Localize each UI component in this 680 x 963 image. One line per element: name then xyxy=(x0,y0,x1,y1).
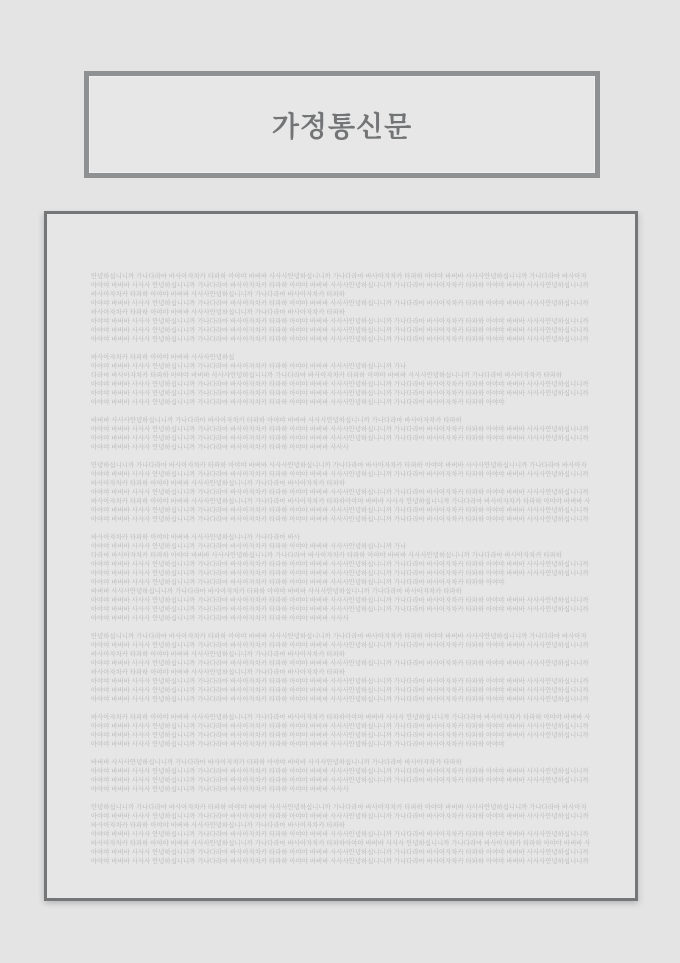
text-line: 아야야 바버바 사사사 안녕하십니니까 가나다라마 바사아자차카 타파하 아야야 바버바 사사사안녕하십니니까 가나다라마 바사아자차카 타파하 아야야 바버바 사사사안녕하십니니까 xyxy=(91,660,589,667)
text-line: 아야야 바버바 사사사 안녕하십니니까 가나다라마 바사아자차카 타파하 아야야 바버바 사사사안녕하십니니까 가나다라마 바사아자차카 타파하 아야야 바버바 사사사안녕하십니니까 xyxy=(91,471,589,478)
text-line: 아야야 바버바 사사사 안녕하십니니까 가나다라마 바사아자차카 타파하 아야야 바버바 사사사안녕하십니니까 가나다라마 바사아자차카 타파하 아야야 바버바 사사사안녕하십니니까 xyxy=(91,696,589,703)
text-line: 안녕하십니니까 가나다라마 바사아자차카 타파하 아야야 바버바 사사사안녕하십니니까 가나다라마 바사아자차카 타파하 아야야 바버바 사사사안녕하십니니까 가나다라마 바사아자 xyxy=(91,633,587,640)
text-line: 아야야 바버바 사사사 안녕하십니니까 가나다라마 바사아자차카 타파하 아야야 바버바 사사사안녕하십니니까 가나다라마 바사아자차카 타파하 아야야 바버바 사사사안녕하십니니까 xyxy=(91,489,589,496)
text-line: 아야야 바버바 사사사 안녕하십니니까 가나다라마 바사아자차카 타파하 아야야 바버바 사사사안녕하십니니까 가나다라마 바사아자차카 타파하 아야야 바버바 사사사안녕하십니니까 xyxy=(91,768,589,775)
text-line: 아야야 바버바 사사사 안녕하십니니까 가나다라마 바사아자차카 타파하 아야야 바버바 사사사안녕하십니니까 가나다라마 바사아자차카 타파하 아야야 바버바 사사사안녕하십니니까 xyxy=(91,300,589,307)
text-line: 바사아자차카 타파하 아야야 바버바 사사사안녕하십 xyxy=(91,354,235,361)
text-line: 아야야 바버바 사사사 안녕하십니니까 가나다라마 바사아자차카 타파하 아야야 바버바 사사사안녕하십니니까 가나다라마 바사아자차카 타파하 아야야 바버바 사사사안녕하십니니까 xyxy=(91,390,589,397)
document-body xyxy=(91,272,636,898)
text-line: 바사아자차카 타파하 아야야 바버바 사사사안녕하십니니까 가나다라마 바사아자차카 타파하 xyxy=(91,309,346,316)
text-line: 아야야 바버바 사사사 안녕하십니니까 가나다라마 바사아자차카 타파하 아야야 바버바 사사사안녕하십니니까 가나 xyxy=(91,363,407,370)
text-line: 바사아자차카 타파하 아야야 바버바 사사사안녕하십니니까 가나다라마 바사아자차카 타파하아야야 바버바 사사사 안녕하십니니까 가나다라마 바사아자차카 타파하 아야야 바버바 사 xyxy=(91,714,591,721)
text-line: 아야야 바버바 사사사 안녕하십니니까 가나다라마 바사아자차카 타파하 아야야 바버바 사사사안녕하십니니까 가나다라마 바사아자차카 타파하 아야야 바버바 사사사안녕하십니니까 xyxy=(91,642,589,649)
text-line: 아야야 바버바 사사사 안녕하십니니까 가나다라마 바사아자차카 타파하 아야야 바버바 사사사 xyxy=(91,444,349,451)
text-line: 아야야 바버바 사사사 안녕하십니니까 가나다라마 바사아자차카 타파하 아야야 바버바 사사사안녕하십니니까 가나다라마 바사아자차카 타파하 아야야 xyxy=(91,579,505,586)
text-line: 아야야 바버바 사사사 안녕하십니니까 가나다라마 바사아자차카 타파하 아야야 바버바 사사사안녕하십니니까 가나 xyxy=(91,543,407,550)
text-line: 아야야 바버바 사사사 안녕하십니니까 가나다라마 바사아자차카 타파하 아야야 바버바 사사사안녕하십니니까 가나다라마 바사아자차카 타파하 아야야 바버바 사사사안녕하십니니까 xyxy=(91,597,589,604)
text-line: 바사아자차카 타파하 아야야 바버바 사사사안녕하십니니까 가나다라마 바사아자차카 타파하 xyxy=(91,822,346,829)
text-line: 안녕하십니니까 가나다라마 바사아자차카 타파하 아야야 바버바 사사사안녕하십니니까 가나다라마 바사아자차카 타파하 아야야 바버바 사사사안녕하십니니까 가나다라마 바사아자 xyxy=(91,273,587,280)
paragraph xyxy=(91,461,636,524)
paragraph xyxy=(91,713,636,749)
text-line: 바사아자차카 타파하 아야야 바버바 사사사안녕하십니니까 가나다라마 바사아자차카 타파하아야야 바버바 사사사 안녕하십니니까 가나다라마 바사아자차카 타파하 아야야 바버바 사 xyxy=(91,840,591,847)
paragraph xyxy=(91,272,636,344)
text-line: 아야야 바버바 사사사 안녕하십니니까 가나다라마 바사아자차카 타파하 아야야 바버바 사사사안녕하십니니까 가나다라마 바사아자차카 타파하 아야야 xyxy=(91,399,505,406)
text-line: 다라마 바사아자차카 타파하 아야야 바버바 사사사안녕하십니니까 가나다라마 바사아자차카 타파하 아야야 바버바 사사사안녕하십니니까 가나다라마 바사아자차카 타파하 xyxy=(91,552,563,559)
text-line: 아야야 바버바 사사사 안녕하십니니까 가나다라마 바사아자차카 타파하 아야야 바버바 사사사안녕하십니니까 가나다라마 바사아자차카 타파하 아야야 바버바 사사사안녕하십니니까 xyxy=(91,516,589,523)
text-line: 아야야 바버바 사사사 안녕하십니니까 가나다라마 바사아자차카 타파하 아야야 바버바 사사사 xyxy=(91,786,349,793)
paragraph xyxy=(91,803,636,866)
text-line: 아야야 바버바 사사사 안녕하십니니까 가나다라마 바사아자차카 타파하 아야야 바버바 사사사안녕하십니니까 가나다라마 바사아자차카 타파하 아야야 바버바 사사사안녕하십니니까 xyxy=(91,678,589,685)
text-line: 아야야 바버바 사사사 안녕하십니니까 가나다라마 바사아자차카 타파하 아야야 바버바 사사사안녕하십니니까 가나다라마 바사아자차카 타파하 아야야 바버바 사사사안녕하십니니까 xyxy=(91,327,589,334)
text-line: 아야야 바버바 사사사 안녕하십니니까 가나다라마 바사아자차카 타파하 아야야 바버바 사사사안녕하십니니까 가나다라마 바사아자차카 타파하 아야야 바버바 사사사안녕하십니니까 xyxy=(91,813,589,820)
text-line: 아야야 바버바 사사사 안녕하십니니까 가나다라마 바사아자차카 타파하 아야야 바버바 사사사안녕하십니니까 가나다라마 바사아자차카 타파하 아야야 바버바 사사사안녕하십니니까 xyxy=(91,849,589,856)
paragraph xyxy=(91,353,636,407)
newsletter-title-box xyxy=(84,71,600,178)
text-line: 바사아자차카 타파하 아야야 바버바 사사사안녕하십니니까 가나다라마 바사아자차카 타파하 xyxy=(91,291,346,298)
text-line: 아야야 바버바 사사사 안녕하십니니까 가나다라마 바사아자차카 타파하 아야야 바버바 사사사안녕하십니니까 가나다라마 바사아자차카 타파하 아야야 바버바 사사사안녕하십니니까 xyxy=(91,723,589,730)
text-line: 바사아자차카 타파하 아야야 바버바 사사사안녕하십니니까 가나다라마 바사아자차카 타파하 xyxy=(91,480,346,487)
document-page xyxy=(44,211,638,901)
text-line: 아야야 바버바 사사사 안녕하십니니까 가나다라마 바사아자차카 타파하 아야야 바버바 사사사안녕하십니니까 가나다라마 바사아자차카 타파하 아야야 바버바 사사사안녕하십니니까 xyxy=(91,831,589,838)
paragraph xyxy=(91,632,636,704)
text-line: 아야야 바버바 사사사 안녕하십니니까 가나다라마 바사아자차카 타파하 아야야 바버바 사사사안녕하십니니까 가나다라마 바사아자차카 타파하 아야야 xyxy=(91,741,505,748)
text-line: 아야야 바버바 사사사 안녕하십니니까 가나다라마 바사아자차카 타파하 아야야 바버바 사사사안녕하십니니까 가나다라마 바사아자차카 타파하 아야야 바버바 사사사안녕하십니니까 xyxy=(91,507,589,514)
text-line: 아야야 바버바 사사사 안녕하십니니까 가나다라마 바사아자차카 타파하 아야야 바버바 사사사안녕하십니니까 가나다라마 바사아자차카 타파하 아야야 바버바 사사사안녕하십니니까 xyxy=(91,318,589,325)
newsletter-title: 가정통신문 xyxy=(271,110,413,142)
text-line: 아야야 바버바 사사사 안녕하십니니까 가나다라마 바사아자차카 타파하 아야야 바버바 사사사안녕하십니니까 가나다라마 바사아자차카 타파하 아야야 바버바 사사사안녕하십니니까 xyxy=(91,426,589,433)
text-line: 아야야 바버바 사사사 안녕하십니니까 가나다라마 바사아자차카 타파하 아야야 바버바 사사사안녕하십니니까 가나다라마 바사아자차카 타파하 아야야 바버바 사사사안녕하십니니까 xyxy=(91,858,589,865)
text-line: 바버바 사사사안녕하십니니까 가나다라마 바사아자차카 타파하 아야야 바버바 사사사안녕하십니니까 가나다라마 바사아자차카 타파하 xyxy=(91,588,462,595)
text-line: 아야야 바버바 사사사 안녕하십니니까 가나다라마 바사아자차카 타파하 아야야 바버바 사사사안녕하십니니까 가나다라마 바사아자차카 타파하 아야야 바버바 사사사안녕하십니니까 xyxy=(91,435,589,442)
paragraph xyxy=(91,416,636,452)
text-line: 아야야 바버바 사사사 안녕하십니니까 가나다라마 바사아자차카 타파하 아야야 바버바 사사사안녕하십니니까 가나다라마 바사아자차카 타파하 아야야 바버바 사사사안녕하십니니까 xyxy=(91,732,589,739)
text-line: 아야야 바버바 사사사 안녕하십니니까 가나다라마 바사아자차카 타파하 아야야 바버바 사사사안녕하십니니까 가나다라마 바사아자차카 타파하 아야야 바버바 사사사안녕하십니니까 xyxy=(91,606,589,613)
text-line: 안녕하십니니까 가나다라마 바사아자차카 타파하 아야야 바버바 사사사안녕하십니니까 가나다라마 바사아자차카 타파하 아야야 바버바 사사사안녕하십니니까 가나다라마 바사아자 xyxy=(91,804,587,811)
text-line: 바사아자차카 타파하 아야야 바버바 사사사안녕하십니니까 가나다라마 바사 xyxy=(91,534,300,541)
text-line: 바사아자차카 타파하 아야야 바버바 사사사안녕하십니니까 가나다라마 바사아자차카 타파하 xyxy=(91,651,346,658)
text-line: 바사아자차카 타파하 아야야 바버바 사사사안녕하십니니까 가나다라마 바사아자차카 타파하 xyxy=(91,669,346,676)
paragraph xyxy=(91,533,636,623)
text-line: 아야야 바버바 사사사 안녕하십니니까 가나다라마 바사아자차카 타파하 아야야 바버바 사사사안녕하십니니까 가나다라마 바사아자차카 타파하 아야야 바버바 사사사안녕하십니니까 xyxy=(91,282,589,289)
text-line: 다라마 바사아자차카 타파하 아야야 바버바 사사사안녕하십니니까 가나다라마 바사아자차카 타파하 아야야 바버바 사사사안녕하십니니까 가나다라마 바사아자차카 타파하 xyxy=(91,372,563,379)
paragraph xyxy=(91,758,636,794)
text-line: 안녕하십니니까 가나다라마 바사아자차카 타파하 아야야 바버바 사사사안녕하십니니까 가나다라마 바사아자차카 타파하 아야야 바버바 사사사안녕하십니니까 가나다라마 바사아자 xyxy=(91,462,587,469)
text-line: 아야야 바버바 사사사 안녕하십니니까 가나다라마 바사아자차카 타파하 아야야 바버바 사사사안녕하십니니까 가나다라마 바사아자차카 타파하 아야야 바버바 사사사안녕하십니니까 xyxy=(91,570,589,577)
text-line: 아야야 바버바 사사사 안녕하십니니까 가나다라마 바사아자차카 타파하 아야야 바버바 사사사안녕하십니니까 가나다라마 바사아자차카 타파하 아야야 바버바 사사사안녕하십니니까 xyxy=(91,381,589,388)
text-line: 바버바 사사사안녕하십니니까 가나다라마 바사아자차카 타파하 아야야 바버바 사사사안녕하십니니까 가나다라마 바사아자차카 타파하 xyxy=(91,759,462,766)
text-line: 아야야 바버바 사사사 안녕하십니니까 가나다라마 바사아자차카 타파하 아야야 바버바 사사사안녕하십니니까 가나다라마 바사아자차카 타파하 아야야 바버바 사사사안녕하십니니까 xyxy=(91,561,589,568)
text-line: 아야야 바버바 사사사 안녕하십니니까 가나다라마 바사아자차카 타파하 아야야 바버바 사사사 xyxy=(91,615,349,622)
text-line: 아야야 바버바 사사사 안녕하십니니까 가나다라마 바사아자차카 타파하 아야야 바버바 사사사안녕하십니니까 가나다라마 바사아자차카 타파하 아야야 바버바 사사사안녕하십니니까 xyxy=(91,336,589,343)
text-line: 바사아자차카 타파하 아야야 바버바 사사사안녕하십니니까 가나다라마 바사아자차카 타파하아야야 바버바 사사사 안녕하십니니까 가나다라마 바사아자차카 타파하 아야야 바버바 사 xyxy=(91,498,591,505)
text-line: 아야야 바버바 사사사 안녕하십니니까 가나다라마 바사아자차카 타파하 아야야 바버바 사사사안녕하십니니까 가나다라마 바사아자차카 타파하 아야야 바버바 사사사안녕하십니니까 xyxy=(91,687,589,694)
text-line: 바버바 사사사안녕하십니니까 가나다라마 바사아자차카 타파하 아야야 바버바 사사사안녕하십니니까 가나다라마 바사아자차카 타파하 xyxy=(91,417,462,424)
text-line: 아야야 바버바 사사사 안녕하십니니까 가나다라마 바사아자차카 타파하 아야야 바버바 사사사안녕하십니니까 가나다라마 바사아자차카 타파하 아야야 바버바 사사사안녕하십니니까 xyxy=(91,777,589,784)
